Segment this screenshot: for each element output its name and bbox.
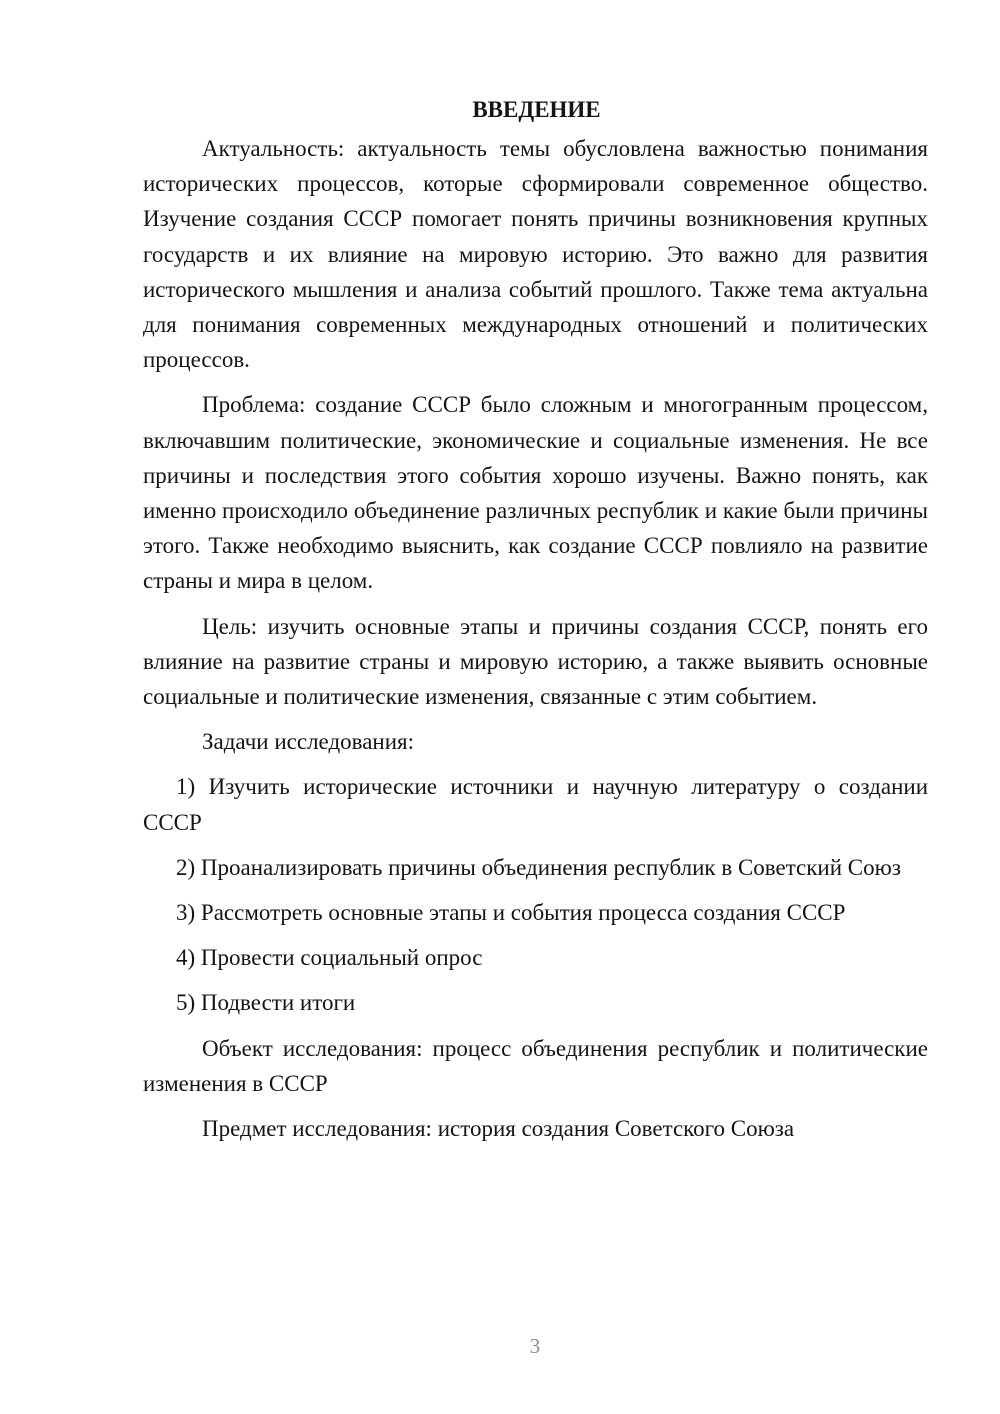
task-item: 4) Провести социальный опрос [176,945,483,971]
document-title: ВВЕДЕНИЕ [472,97,601,122]
subject-paragraph: Предмет исследования: история создания Советского Союза [202,1116,795,1142]
task-item: 2) Проанализировать причины объединения республик в Советский Союз [176,854,901,880]
object-paragraph: Объект исследования: процесс объединения республик и политические изменения в СССР [143,1035,928,1096]
tasks-list [143,769,928,1020]
document-page [143,92,928,1156]
page-number: 3 [529,1334,541,1358]
problem-paragraph: Проблема: создание СССР было сложным и многогранным процессом, включавшим политические, экономические и социальные изменения. Не все причины и последствия этого события хорошо изучены. Важно понять, как именно происходило объединение различных республик и какие были причины этого. Также необходимо выяснить, как создание СССР повлияло на развитие страны и мира в целом. [143,392,928,594]
goal-paragraph: Цель: изучить основные этапы и причины создания СССР, понять его влияние на развитие страны и мировую историю, а также выявить основные социальные и политические изменения, связанные с этим событием. [143,613,928,710]
task-item: 5) Подвести итоги [176,990,356,1016]
task-item: 3) Рассмотреть основные этапы и события процесса создания СССР [176,900,846,926]
task-item: 1) Изучить исторические источники и научную литературу о создании СССР [143,774,928,835]
relevance-paragraph: Актуальность: актуальность темы обусловлена важностью понимания исторических процессов, которые сформировали современное общество. Изучение создания СССР помогает понять причины возникновения крупных государств и их влияние на мировую историю. Это важно для развития исторического мышления и анализа событий прошлого. Также тема актуальна для понимания современных международных отношений и политических процессов. [143,136,928,373]
tasks-heading: Задачи исследования: [202,729,415,755]
